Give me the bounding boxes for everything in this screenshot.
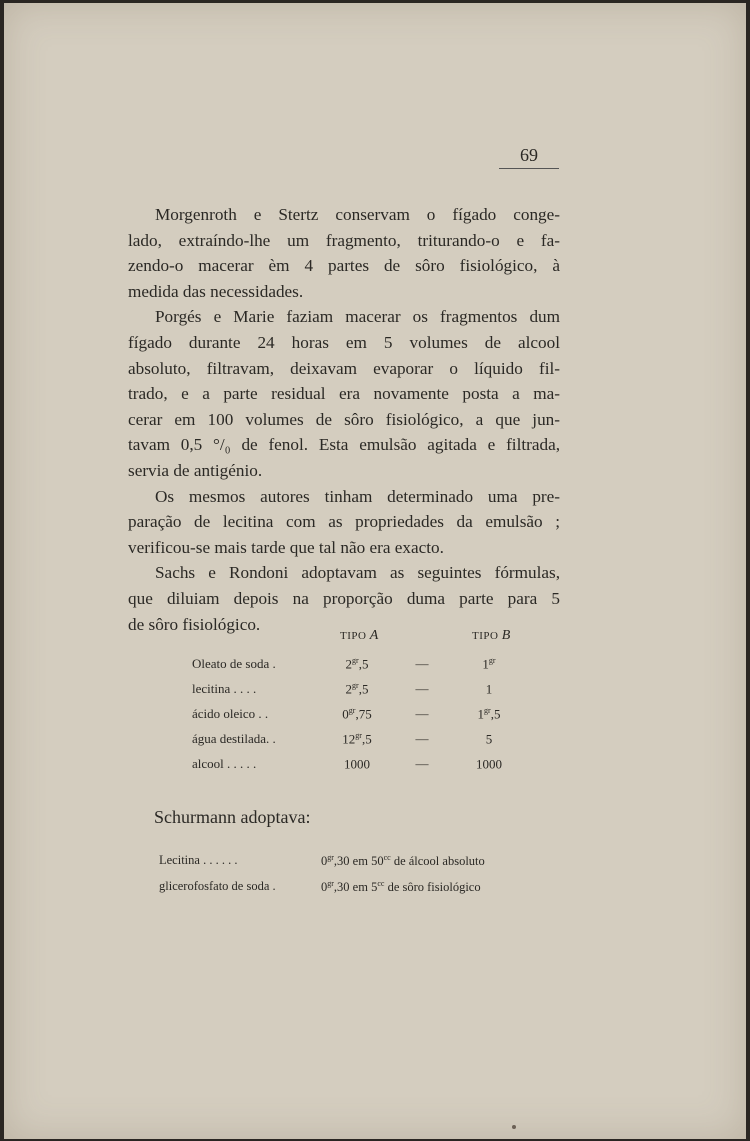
text-line: absoluto, filtravam, deixavam evaporar o líquido fil-: [128, 358, 560, 378]
table-row: [192, 656, 542, 676]
text-line: cerar em 100 volumes de sôro fisiológico, a que jun-: [128, 409, 560, 429]
table-row: [192, 756, 542, 776]
ingredient-label: glicerofosfato de soda .: [159, 879, 276, 893]
text-line: Os mesmos autores tinham determinado uma pre-: [155, 486, 560, 506]
paper-speck: [512, 1125, 516, 1129]
header-tipo-b: [472, 628, 511, 644]
value-b: $1^{gr},5$: [477, 706, 501, 722]
text-line: servia de antigénio.: [128, 460, 263, 480]
value-b: 1: [485, 681, 493, 697]
value-a: $0^{gr},75$: [342, 706, 372, 722]
header-letter: A: [369, 628, 379, 643]
text-line: paração de lecitina com as propriedades da emulsão ;: [128, 512, 560, 532]
text-line: Porgés e Marie faziam macerar os fragmentos dum: [155, 307, 560, 327]
dash: —: [415, 706, 429, 721]
text-line: verificou-se mais tarde que tal não era exacto.: [128, 537, 444, 557]
dash: —: [415, 756, 429, 771]
page-number: 69: [499, 145, 559, 169]
dash: —: [415, 731, 429, 746]
value-a: $12^{gr},5$: [342, 731, 372, 747]
text-line: trado, e a parte residual era novamente posta a ma-: [128, 384, 560, 404]
table-row: [192, 706, 542, 726]
value-a: $2^{gr},5$: [345, 681, 369, 697]
paragraph: [128, 560, 560, 637]
header-tipo-a: [340, 628, 379, 644]
value-b: 1000: [476, 756, 502, 772]
header-prefix: TIPO: [340, 630, 367, 642]
text-line: lado, extraíndo-lhe um fragmento, triturando-o e fa-: [128, 230, 560, 250]
ingredient-label: lecitina . . . .: [192, 681, 257, 696]
header-prefix: TIPO: [472, 630, 499, 642]
paragraph: [128, 202, 560, 304]
paragraph: [128, 484, 560, 561]
text-line: Sachs e Rondoni adoptavam as seguintes fórmulas,: [155, 563, 560, 583]
table-row: [192, 731, 542, 751]
value-a: 1000: [344, 756, 370, 772]
ingredient-label: alcool . . . . .: [192, 756, 257, 771]
ingredient-label: Lecitina . . . . . .: [159, 853, 238, 867]
table-row: [192, 681, 542, 701]
text-line: que diluiam depois na proporção duma parte para 5: [128, 588, 560, 608]
ingredient-label: água destilada. .: [192, 731, 276, 746]
paragraph: [128, 304, 560, 483]
body-text: [128, 202, 560, 637]
text-line: zendo-o macerar èm 4 partes de sôro fisiológico, à: [128, 256, 560, 276]
text-line: de sôro fisiológico.: [128, 614, 261, 634]
dash: —: [415, 681, 429, 696]
ingredient-value: $0^{gr},30$ em $50^{cc}$ de álcool absoluto: [321, 853, 485, 869]
ingredient-value: $0^{gr},30$ em $5^{cc}$ de sôro fisiológico: [321, 879, 481, 895]
text-line: fígado durante 24 horas em 5 volumes de alcool: [128, 332, 560, 352]
header-letter: B: [501, 628, 511, 643]
ingredient-label: ácido oleico . .: [192, 706, 269, 721]
dash: —: [415, 656, 429, 671]
document-page: [4, 3, 746, 1139]
text-line: Morgenroth e Stertz conservam o fígado conge-: [155, 205, 560, 224]
ingredient-label: Oleato de soda .: [192, 656, 276, 671]
value-a: $2^{gr},5$: [345, 656, 369, 672]
value-b: $1^{gr}$: [482, 656, 496, 672]
schurmann-title: Schurmann adoptava:: [154, 807, 311, 827]
text-line: tavam 0,5 °/₀ de fenol. Esta emulsão agitada e filtrada,: [128, 435, 560, 455]
value-b: 5: [485, 731, 493, 747]
text-line: medida das necessidades.: [128, 281, 304, 301]
